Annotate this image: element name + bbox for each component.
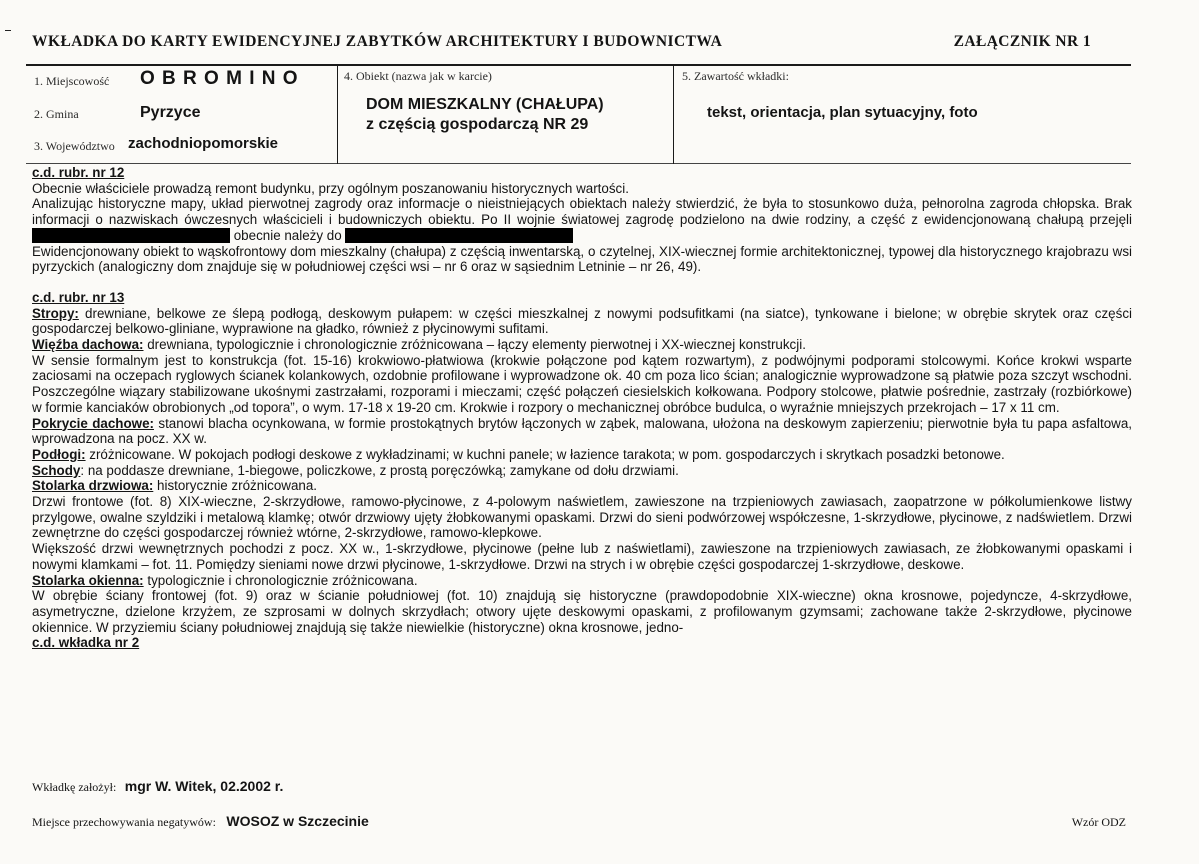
zawartosc-label: 5. Zawartość wkładki: [682, 69, 789, 83]
s12-paragraph-2 [32, 196, 1132, 243]
author-label: Wkładkę założył: [32, 780, 117, 794]
okienna-paragraph [32, 573, 1132, 589]
drzwiowa-label: Stolarka drzwiowa: [32, 478, 154, 494]
stropy-label: Stropy: [32, 305, 79, 321]
okienna-paragraph-2: W obrębie ściany frontowej (fot. 9) oraz w ścianie południowej (fot. 10) znajdują się historyczne (prawdopodobnie XIX-wieczne) okna krosnowe, pojedyncze, 4-skrzydłowe, asymetryczne, dzielone krzyżem, ze szprosami w dolnych skrzydłach; otwory ujęte deskowymi opaskami, z profilowanym gzymsami; zachowane także 2-skrzydłowe, płycinowe okiennice. W przyziemiu ściany południowej znajdują się także niewielkie (historyczne) okna krosnowe, jedno- [32, 588, 1132, 635]
column-divider [337, 64, 338, 164]
obiekt-value-line2: z częścią gospodarczą NR 29 [366, 116, 589, 133]
stropy-text: drewniane, belkowe ze ślepą podłogą, deskowym pułapem: w części mieszkalnej z nowymi podsufitkami (na siatce), tynkowane i bielone; w obrębie skrytek oraz części gospodarczej belkowo-gliniane, wyprawione na gładko, również z płycinowymi sufitami. [32, 305, 1132, 337]
zawartosc-value: tekst, orientacja, plan sytuacyjny, foto [707, 104, 978, 121]
pokrycie-text: stanowi blacha ocynkowana, w formie prostokątnych brytów łączonych w ząbek, malowana, ułożona na deskowym zapierzeniu; pierwotnie była tu papa asfaltowa, wprowadzona na pocz. XX w. [32, 415, 1132, 447]
obiekt-value-line1: DOM MIESZKALNY (CHAŁUPA) [366, 96, 604, 113]
document-body [32, 165, 1132, 651]
drzwiowa-paragraph-2: Drzwi frontowe (fot. 8) XIX-wieczne, 2-skrzydłowe, ramowo-płycinowe, z 4-polowym naświetlem, zawieszone na trzpieniowych zawiasach, zaopatrzone w półkolumienkowe listwy przylgowe, owalne szyldziki i metalową klamkę; otwór drzwiowy ujęty żłobkowanymi opaskami. Drzwi do sieni podwórzowej współczesne, 1-skrzydłowe, płycinowe, z nadświetlem. Drzwi zewnętrzne do części gospodarczej również wtórne, 2-skrzydłowe, ramowo-klepkowe. [32, 494, 1132, 541]
pokrycie-paragraph [32, 416, 1132, 447]
section-13-heading: c.d. rubr. nr 13 [32, 289, 125, 305]
s12-p2-text: Analizując historyczne mapy, układ pierwotnej zagrody oraz informacje o nieistniejących obiektach należy stwierdzić, że była to stosunkowo duża, pełnorolna zagroda chłopska. Brak informacji o nazwiskach ówczesnych właścicieli i budowniczych obiektu. Po II wojnie światowej zagrodę podzielono na dwie rodziny, a część z ewidencjonowaną chałupą przejęli [32, 196, 1132, 228]
s12-paragraph-1: Obecnie właściciele prowadzą remont budynku, przy ogólnym poszanowaniu historycznych wartości. [32, 180, 629, 196]
miejscowosc-label: 1. Miejscowość [34, 74, 110, 88]
podlogi-text: zróżnicowane. W pokojach podłogi deskowe z wykładzinami; w kuchni panele; w łazience tarakota; w pom. gospodarczych i skrytkach posadzki betonowe. [85, 446, 1005, 462]
continuation-label: c.d. wkładka nr 2 [32, 635, 140, 651]
okienna-label: Stolarka okienna: [32, 572, 144, 588]
wiezba-paragraph [32, 337, 1132, 353]
schody-paragraph [32, 463, 1132, 479]
stropy-paragraph [32, 306, 1132, 337]
column-divider [673, 64, 674, 164]
wojewodztwo-value: zachodniopomorskie [128, 135, 279, 152]
miejscowosc-value: O B R O M I N O [140, 68, 299, 89]
section-12-heading: c.d. rubr. nr 12 [32, 165, 125, 180]
gmina-value: Pyrzyce [140, 104, 201, 121]
okienna-text: typologicznie i chronologicznie zróżnicowana. [143, 572, 418, 588]
schody-text: : na poddasze drewniane, 1-biegowe, policzkowe, z prostą poręczówką; zamykane od dołu drzwiami. [80, 462, 679, 478]
page-title: WKŁADKA DO KARTY EWIDENCYJNEJ ZABYTKÓW ARCHITEKTURY I BUDOWNICTWA [32, 33, 723, 50]
drzwiowa-paragraph-3: Większość drzwi wewnętrznych pochodzi z pocz. XX w., 1-skrzydłowe, płycinowe (pełne lub z naświetlami), zawieszone na trzpieniowych zawiasach, ze żłobkowanymi opaskami i nowymi klamkami – fot. 11. Pomiędzy sieniami nowe drzwi płycinowe, 1-skrzydłowe. Drzwi na strych i w obrębie części gospodarczej 1-skrzydłowe, deskowe. [32, 541, 1132, 572]
redaction-bar [345, 228, 573, 243]
author-line [32, 778, 283, 796]
annex-label: ZAŁĄCZNIK NR 1 [953, 33, 1091, 50]
obiekt-label: 4. Obiekt (nazwa jak w karcie) [344, 69, 492, 83]
author-value: mgr W. Witek, 02.2002 r. [124, 778, 284, 794]
corner-mark [5, 30, 11, 31]
pokrycie-label: Pokrycie dachowe: [32, 415, 154, 431]
form-code: Wzór ODZ [1071, 815, 1126, 829]
wiezba-text: drewniana, typologicznie i chronologicznie zróżnicowana – łączy elementy pierwotnej i XX-wiecznej konstrukcji. [143, 337, 806, 353]
schody-label: Schody [32, 462, 81, 478]
drzwiowa-text: historycznie zróżnicowana. [153, 478, 318, 494]
redaction-bar [32, 228, 230, 243]
wiezba-label: Więźba dachowa: [32, 337, 144, 353]
gmina-label: 2. Gmina [34, 107, 79, 121]
podlogi-label: Podłogi: [32, 446, 86, 462]
drzwiowa-paragraph [32, 478, 1132, 494]
wojewodztwo-label: 3. Województwo [34, 139, 115, 153]
podlogi-paragraph [32, 447, 1132, 463]
s12-p2-mid: obecnie należy do [233, 227, 342, 243]
storage-label: Miejsce przechowywania negatywów: [32, 815, 216, 829]
wiezba-paragraph-2: W sensie formalnym jest to konstrukcja (fot. 15-16) krokwiowo-płatwiowa (krokwie połączone pod kątem rozwartym), z podwójnymi podporami stolcowymi. Końce krokwi wsparte zaciosami na oczepach ryglowych ścianek kolankowych, ozdobnie profilowane i wyprowadzone ok. 40 cm poza lico ścian; analogicznie wyprowadzone są płatwie poza szczyt wschodni. Poszczególne wiązary stabilizowane ukośnymi zastrzałami, rozporami i mieczami; część połączeń ciesielskich kołkowana. Podpory stolcowe, płatwie pośrednie, zastrzały (rozbiórkowe) w formie kanciaków obrobionych „od topora”, o wym. 17-18 x 19-20 cm. Krokwie i rozpory o mechanicznej obróbce budulca, o wyraźnie mniejszych przekrojach – 17 x 11 cm. [32, 352, 1132, 415]
storage-line [32, 813, 369, 831]
storage-value: WOSOZ w Szczecinie [226, 813, 369, 829]
s12-paragraph-3: Ewidencjonowany obiekt to wąskofrontowy dom mieszkalny (chałupa) z częścią inwentarską, o czytelnej, XIX-wiecznej formie architektonicznej, typowej dla historycznego krajobrazu wsi pyrzyckich (analogiczny dom znajduje się w południowej części wsi – nr 6 oraz w sąsiednim Letninie – nr 26, 49). [32, 243, 1132, 275]
